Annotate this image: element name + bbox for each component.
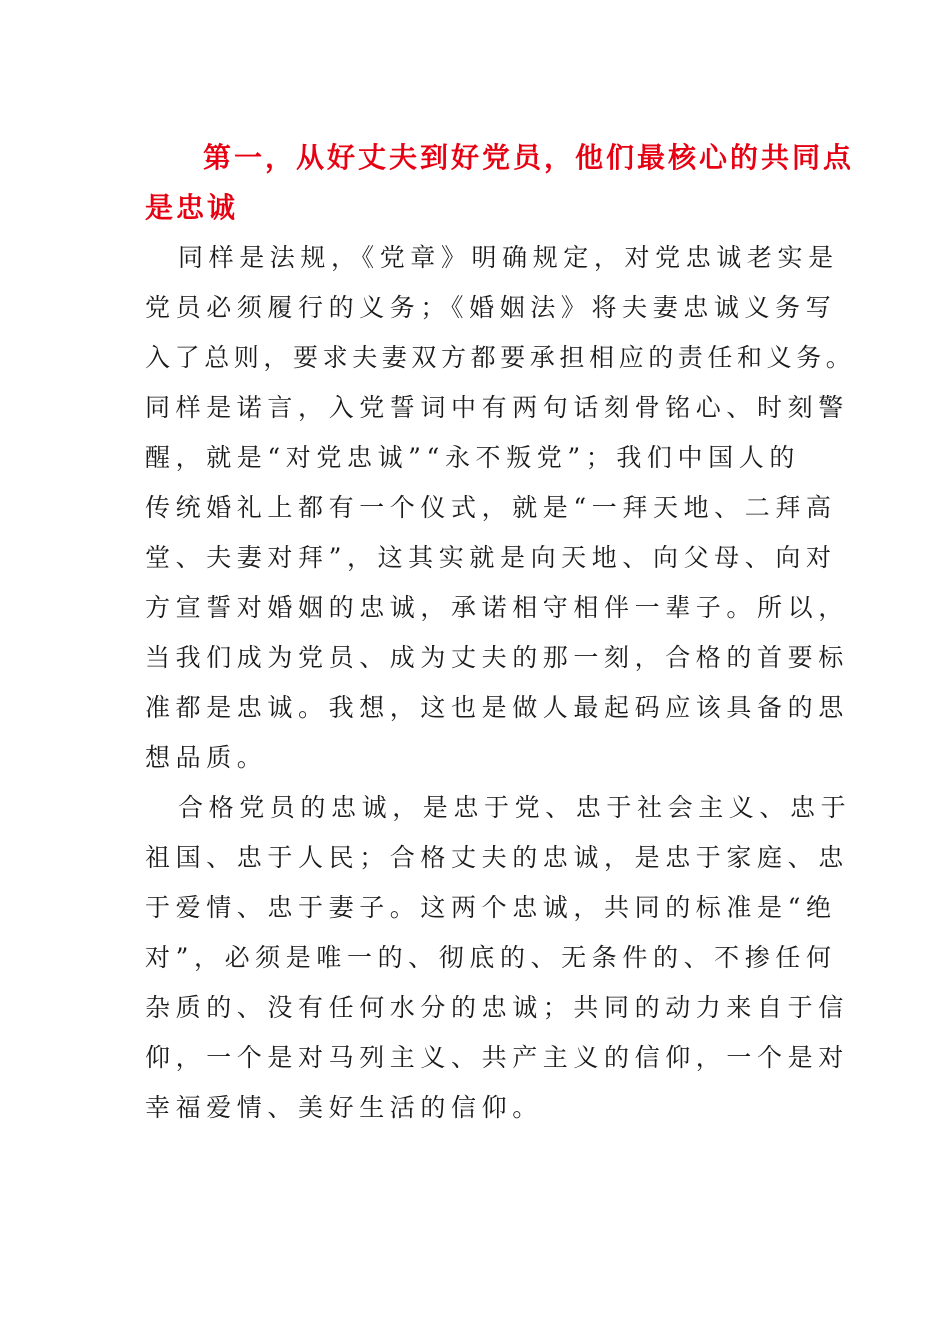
paragraph-line: 方宣誓对婚姻的忠诚，承诺相守相伴一辈子。所以， xyxy=(145,593,849,622)
paragraph-line: 幸福爱情、美好生活的信仰。 xyxy=(145,1093,543,1122)
section-heading-line-2: 是忠诚 xyxy=(145,191,239,224)
section-heading-line-1: 第一，从好丈夫到好党员，他们最核心的共同点 xyxy=(203,141,855,174)
paragraph-line: 当我们成为党员、成为丈夫的那一刻，合格的首要标 xyxy=(145,643,849,672)
paragraph-line: 合格党员的忠诚，是忠于党、忠于社会主义、忠于 xyxy=(178,793,852,822)
paragraph-line: 对”，必须是唯一的、彻底的、无条件的、不掺任何 xyxy=(145,943,837,972)
paragraph-line: 于爱情、忠于妻子。这两个忠诚，共同的标准是“绝 xyxy=(145,893,837,922)
paragraph-line: 醒，就是“对党忠诚”“永不叛党”；我们中国人的 xyxy=(145,443,800,472)
paragraph-line: 传统婚礼上都有一个仪式，就是“一拜天地、二拜高 xyxy=(145,493,837,522)
paragraph-line: 同样是诺言，入党誓词中有两句话刻骨铭心、时刻警 xyxy=(145,393,849,422)
paragraph-line: 仰，一个是对马列主义、共产主义的信仰，一个是对 xyxy=(145,1043,849,1072)
paragraph-line: 准都是忠诚。我想，这也是做人最起码应该具备的思 xyxy=(145,693,849,722)
paragraph-line: 想品质。 xyxy=(145,743,268,772)
paragraph-line: 祖国、忠于人民；合格丈夫的忠诚，是忠于家庭、忠 xyxy=(145,843,849,872)
paragraph-line: 同样是法规，《党章》明确规定，对党忠诚老实是 xyxy=(178,243,839,272)
paragraph-line: 入了总则，要求夫妻双方都要承担相应的责任和义务。 xyxy=(145,343,856,372)
paragraph-line: 杂质的、没有任何水分的忠诚；共同的动力来自于信 xyxy=(145,993,849,1022)
paragraph-line: 党员必须履行的义务；《婚姻法》将夫妻忠诚义务写 xyxy=(145,293,837,322)
paragraph-line: 堂、夫妻对拜”，这其实就是向天地、向父母、向对 xyxy=(145,543,837,572)
